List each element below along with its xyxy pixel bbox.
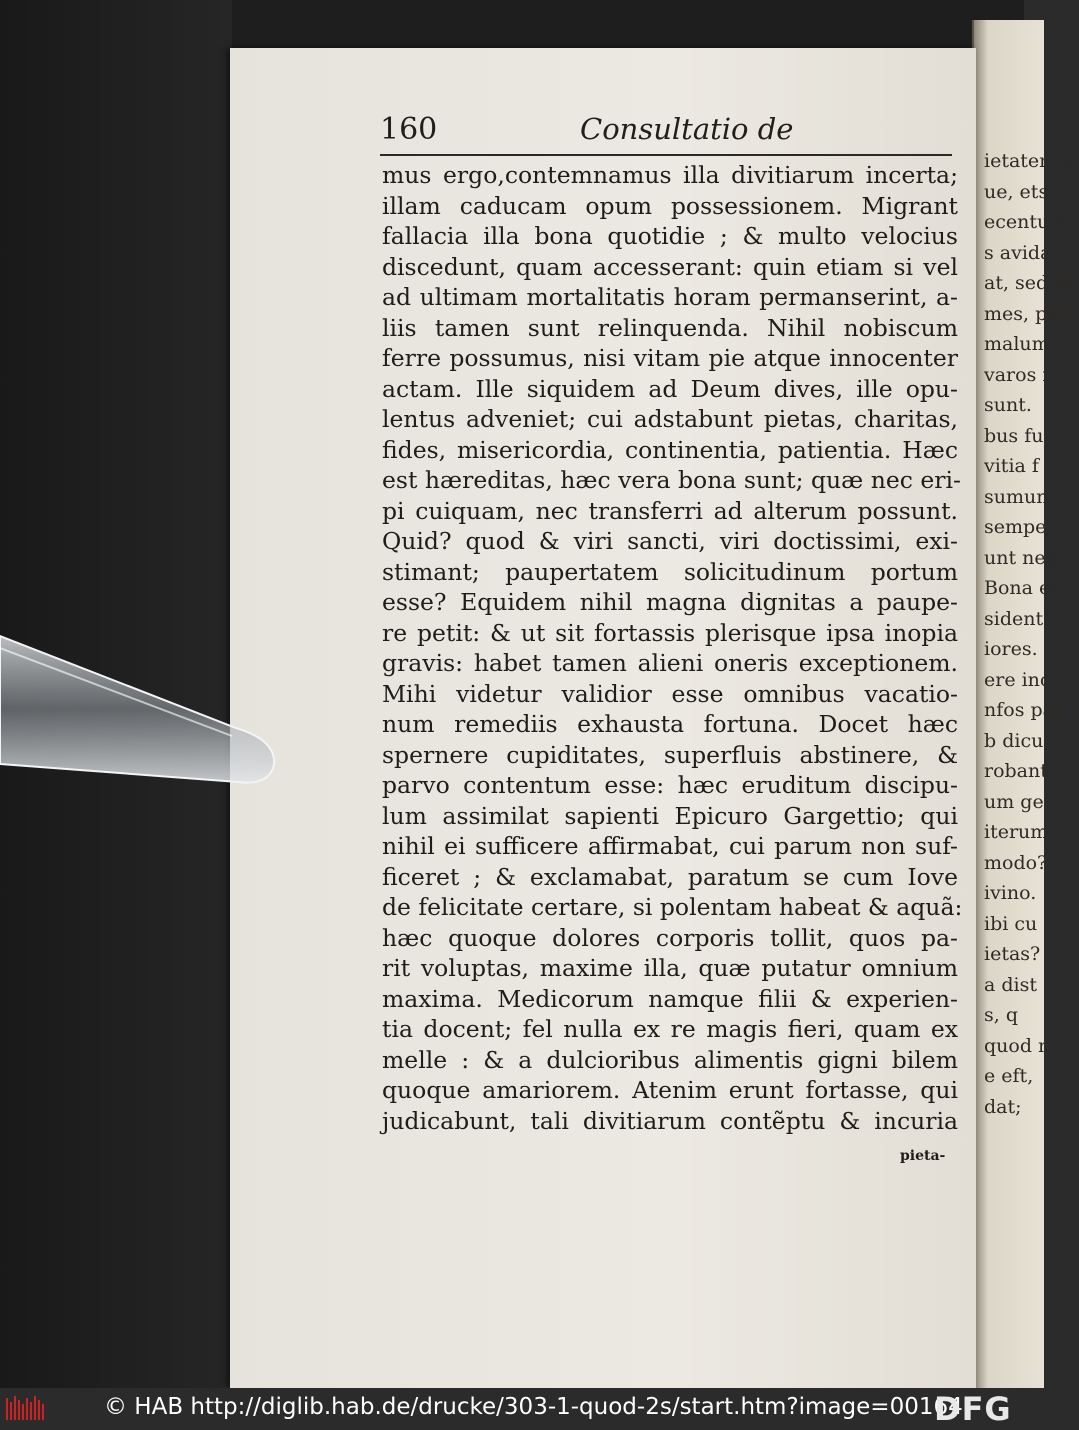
facing-page-line: iterum [984, 821, 1049, 843]
source-url[interactable]: © HAB http://diglib.hab.de/drucke/303-1-quod-2s/start.htm?image=00164 [104, 1394, 963, 1420]
text-line: mus ergo,contemnamus illa divitiarum incerta; [382, 161, 958, 189]
text-line: lentus adveniet; cui adstabunt pietas, charitas, [382, 405, 958, 433]
facing-page-line: varos f [984, 363, 1050, 386]
text-line: stimant; paupertatem solicitudinum portum [382, 557, 958, 586]
facing-page-line: nfos pat [984, 699, 1062, 721]
page-number: 160 [380, 112, 438, 147]
facing-page-line: sident: [984, 607, 1050, 630]
facing-page-line: vitia f [984, 455, 1039, 477]
text-line: maxima. Medicorum namque filii & experien- [382, 984, 958, 1013]
text-line: ferre possumus, nisi vitam pie atque innocenter [382, 344, 958, 372]
facing-page-line: semper [984, 516, 1056, 538]
text-line: Mihi videtur validior esse omnibus vacatio- [382, 679, 958, 708]
text-line: Quid? quod & viri sancti, viri doctissimi, exi- [382, 527, 958, 555]
text-line: num remediis exhausta fortuna. Docet hæc [382, 710, 958, 738]
facing-page-line: s, q [984, 1004, 1018, 1026]
facing-page-line: s avida, [984, 241, 1058, 264]
running-title: Consultatio de [580, 112, 794, 146]
dfg-logo: DFG [934, 1390, 1012, 1428]
facing-page-line: um ge [984, 790, 1044, 813]
text-line: re petit: & ut sit fortassis plerisque ipsa inopia [382, 618, 958, 647]
text-line: parvo contentum esse: hæc eruditum discipu- [382, 771, 958, 799]
text-line: hæc quoque dolores corporis tollit, quos pa- [382, 923, 958, 952]
text-block [382, 160, 963, 1136]
hab-logo-icon [6, 1396, 44, 1422]
facing-page-line: robant [984, 760, 1048, 782]
facing-page-line: sunt. [984, 394, 1032, 416]
facing-page-line: unt neq [984, 546, 1058, 569]
text-line: fides, misericordia, continentia, patientia. Hæc [382, 435, 958, 464]
facing-page-line: Bona en [984, 577, 1063, 599]
text-line: spernere cupiditates, superfluis abstinere, & [382, 740, 958, 769]
facing-page-line: mes, perf [984, 302, 1075, 325]
facing-page-line: ietatem p [984, 150, 1076, 172]
facing-page-line: dat; [984, 1095, 1022, 1118]
text-line: melle : & a dulcioribus alimentis gigni bilem [382, 1045, 958, 1074]
text-line: tia docent; fel nulla ex re magis fieri, quam ex [382, 1015, 958, 1043]
text-line: fallacia illa bona quotidie ; & multo velocius [382, 222, 958, 250]
facing-page-line: at, sed lib [984, 272, 1079, 294]
facing-page-line: b dicu [984, 729, 1044, 752]
text-line: liis tamen sunt relinquenda. Nihil nobiscum [382, 313, 958, 342]
facing-page-line: modo? [984, 851, 1048, 874]
facing-page-line: quod n [984, 1034, 1051, 1057]
footer-bar [0, 1388, 1024, 1430]
facing-page-line: bus fu [984, 424, 1044, 447]
text-line: quoque amariorem. Atenim erunt fortasse, qui [382, 1076, 958, 1104]
facing-page-line: sumun [984, 485, 1049, 508]
running-head [380, 114, 952, 156]
text-line: lum assimilat sapienti Epicuro Gargettio; qui [382, 801, 958, 830]
facing-page-line: ietas? [984, 943, 1041, 965]
book-page [230, 48, 976, 1388]
facing-page-line: malum. [984, 333, 1056, 355]
text-line: actam. Ille siquidem ad Deum dives, ille opu- [382, 374, 958, 403]
page-weight-pointer [0, 628, 300, 798]
text-line: rit voluptas, maxime illa, quæ putatur omnium [382, 954, 958, 982]
text-line: ficeret ; & exclamabat, paratum se cum Iove [382, 862, 958, 891]
facing-page-line: ivino. [984, 882, 1037, 904]
facing-page [972, 20, 1079, 1388]
text-line: esse? Equidem nihil magna dignitas a paupe- [382, 588, 958, 616]
text-line: nihil ei sufficere affirmabat, cui parum non suf- [382, 832, 958, 860]
facing-page-line: a dist [984, 973, 1037, 996]
facing-page-line: ecentum [984, 211, 1068, 233]
facing-page-line: ibi cu [984, 912, 1038, 935]
text-line: de felicitate certare, si polentam habeat & aquã: [382, 893, 963, 921]
text-line: judicabunt, tali divitiarum contẽptu & incuria [382, 1106, 958, 1135]
facing-page-line: iores. [984, 638, 1038, 660]
facing-page-line: ue, etsi v [984, 180, 1072, 203]
catchword: pieta- [900, 1148, 946, 1164]
facing-page-line: ere inc [984, 668, 1051, 691]
text-line: ad ultimam mortalitatis horam permanserint, a- [382, 283, 958, 311]
facing-page-line: e eft, [984, 1065, 1034, 1087]
text-line: gravis: habet tamen alieni oneris exceptionem. [382, 649, 958, 677]
text-line: discedunt, quam accesserant: quin etiam si vel [382, 252, 958, 281]
text-line: est hæreditas, hæc vera bona sunt; quæ nec eri- [382, 466, 961, 494]
text-line: pi cuiquam, nec transferri ad alterum possunt. [382, 496, 958, 525]
text-line: illam caducam opum possessionem. Migrant [382, 191, 958, 220]
